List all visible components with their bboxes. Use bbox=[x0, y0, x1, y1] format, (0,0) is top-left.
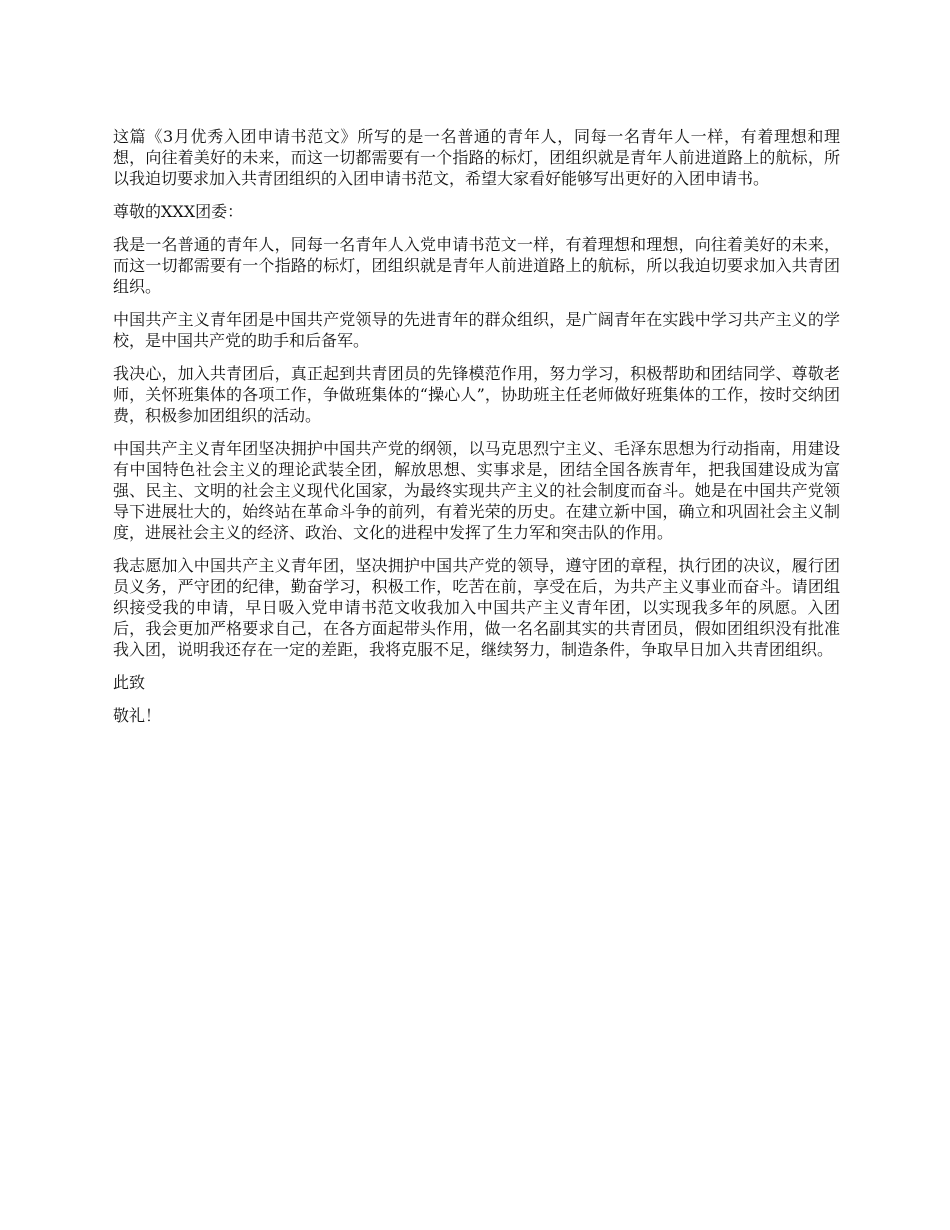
closing-line: 此致 bbox=[113, 673, 146, 692]
body-paragraph-4: 中国共产主义青年团坚决拥护中国共产党的纲领，以马克思烈宁主义、毛泽东思想为行动指南，用建设有中国特色社会主义的理论武装全团，解放思想、实事求是，团结全国各族青年，把我国建设成为富强、民主、文明的社会主义现代化国家，为最终实现共产主义的社会制度而奋斗。她是在中国共产党领导下进展壮大的，始终站在革命斗争的前列，有着光荣的历史。在建立新中国，确立和巩固社会主义制度，进展社会主义的经济、政治、文化的进程中发挥了生力军和突击队的作用。 bbox=[113, 439, 840, 542]
body-paragraph-1: 我是一名普通的青年人，同每一名青年人入党申请书范文一样，有着理想和理想，向往着美好的未来，而这一切都需要有一个指路的标灯，团组织就是青年人前进道路上的航标，所以我迫切要求加入共青团组织。 bbox=[113, 235, 840, 296]
closing-regards: 敬礼！ bbox=[113, 706, 162, 725]
body-paragraph-2: 中国共产主义青年团是中国共产党领导的先进青年的群众组织，是广阔青年在实践中学习共产主义的学校，是中国共产党的助手和后备军。 bbox=[113, 310, 840, 350]
intro-paragraph: 这篇《3月优秀入团申请书范文》所写的是一名普通的青年人，同每一名青年人一样，有着理想和理想，向往着美好的未来，而这一切都需要有一个指路的标灯，团组织就是青年人前进道路上的航标，所以我迫切要求加入共青团组织的入团申请书范文，希望大家看好能够写出更好的入团申请书。 bbox=[113, 127, 840, 188]
body-paragraph-3: 我决心，加入共青团后，真正起到共青团员的先锋模范作用，努力学习，积极帮助和团结同学、尊敬老师，关怀班集体的各项工作，争做班集体的“操心人”，协助班主任老师做好班集体的工作，按时交纳团费，积极参加团组织的活动。 bbox=[113, 364, 840, 425]
document-body bbox=[113, 126, 840, 738]
salutation: 尊敬的XXX团委： bbox=[113, 202, 244, 221]
body-paragraph-5: 我志愿加入中国共产主义青年团，坚决拥护中国共产党的领导，遵守团的章程，执行团的决议，履行团员义务，严守团的纪律，勤奋学习，积极工作，吃苦在前，享受在后，为共产主义事业而奋斗。请团组织接受我的申请，早日吸入党申请书范文收我加入中国共产主义青年团，以实现我多年的夙愿。入团后，我会更加严格要求自己，在各方面起带头作用，做一名名副其实的共青团员，假如团组织没有批准我入团，说明我还存在一定的差距，我将克服不足，继续努力，制造条件，争取早日加入共青团组织。 bbox=[113, 556, 840, 659]
